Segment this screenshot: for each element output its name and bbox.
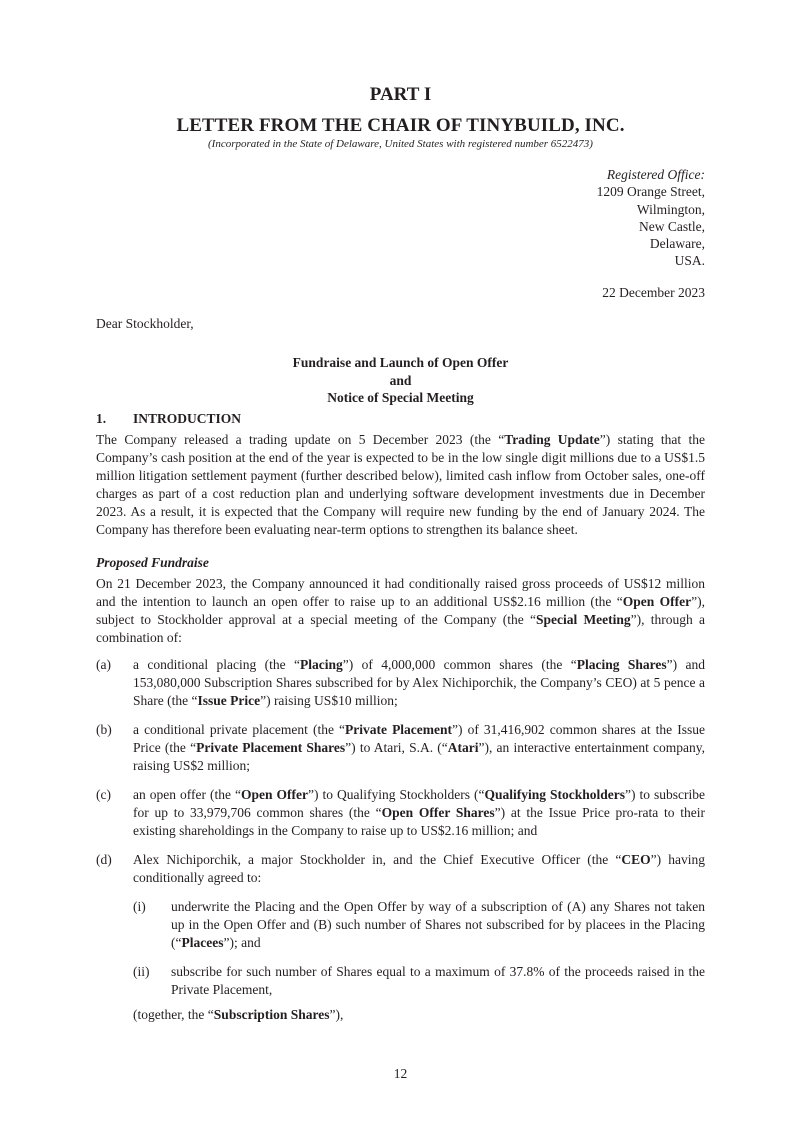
section-number: 1. <box>96 411 107 426</box>
defined-term: Qualifying Stockholders <box>484 787 625 802</box>
subject-line: Fundraise and Launch of Open Offer <box>292 355 509 370</box>
registered-office <box>597 166 705 270</box>
list-marker: (ii) <box>133 964 150 979</box>
section-title: INTRODUCTION <box>133 411 242 426</box>
text: ”); and <box>223 934 261 950</box>
text: ”) having conditionally agreed to: <box>133 852 705 885</box>
text: ”) of 31,416,902 common shares at the Issue Price (the “ <box>133 722 705 755</box>
introduction-paragraph <box>96 431 705 538</box>
defined-term: Open Offer Shares <box>381 804 495 820</box>
defined-term: CEO <box>621 852 651 867</box>
subject-line: and <box>389 372 412 388</box>
part-heading: PART I <box>369 84 432 105</box>
together-clause <box>133 1007 343 1023</box>
text: (together, the “ <box>133 1007 214 1022</box>
defined-term: Subscription Shares <box>213 1007 330 1022</box>
letter-date: 22 December 2023 <box>602 285 705 300</box>
address-line: 1209 Orange Street, <box>596 184 705 200</box>
defined-term: Open Offer <box>240 787 308 802</box>
address-line: New Castle, <box>639 218 705 234</box>
list-item-a <box>96 656 705 710</box>
text: ”) to subscribe for up to 33,979,706 common shares (the “ <box>133 787 705 820</box>
defined-term: Placees <box>181 934 224 950</box>
text: an open offer (the “ <box>133 787 241 802</box>
sub-item-i <box>133 898 705 952</box>
defined-term: Trading Update <box>504 432 600 447</box>
address-line: USA. <box>674 253 705 269</box>
list-item-c <box>96 786 705 840</box>
text: ”) raising US$10 million; <box>260 692 398 708</box>
text: Alex Nichiporchik, a major Stockholder in, and the Chief Executive Officer (the “ <box>133 852 622 867</box>
text: ”), <box>329 1007 344 1022</box>
address-line: Delaware, <box>649 236 705 252</box>
list-marker: (b) <box>96 722 112 737</box>
text: a conditional placing (the “ <box>133 657 300 672</box>
fundraise-paragraph <box>96 575 705 647</box>
list-marker: (a) <box>96 657 111 672</box>
defined-term: Private Placement Shares <box>196 739 346 755</box>
list-item-b <box>96 721 705 775</box>
defined-term: Open Offer <box>622 593 692 609</box>
list-marker: (c) <box>96 787 111 802</box>
defined-term: Special Meeting <box>535 611 631 627</box>
defined-term: Issue Price <box>197 692 261 708</box>
text: a conditional private placement (the “ <box>133 722 346 737</box>
subject-line: Notice of Special Meeting <box>327 390 474 405</box>
text: ”) to Atari, S.A. (“ <box>345 739 448 755</box>
text: subscribe for such number of Shares equal to a maximum of 37.8% of the proceeds raised in the Private Placement, <box>171 964 705 997</box>
letter-subject <box>96 354 705 407</box>
text: ”) of 4,000,000 common shares (the “ <box>342 657 577 672</box>
registered-office-label: Registered Office: <box>606 167 705 182</box>
text: ”), subject to Stockholder approval at a special meeting of the Company (the “ <box>96 593 705 627</box>
letter-title: LETTER FROM THE CHAIR OF TINYBUILD, INC. <box>176 115 625 136</box>
text: ”) to Qualifying Stockholders (“ <box>307 787 485 802</box>
text: ”), through a combination of: <box>96 611 705 645</box>
address-line: Wilmington, <box>636 201 705 217</box>
defined-term: Atari <box>447 739 479 755</box>
text: underwrite the Placing and the Open Offer by way of a subscription of (A) any Shares not taken up in the Open Offer and (B) such number of Shares not subscribed for by placees in the Placing (“ <box>171 899 705 950</box>
text: ”) at the Issue Price pro-rata to their existing shareholdings in the Company to raise up to US$2.16 million; and <box>133 804 705 838</box>
text: On 21 December 2023, the Company announced it had conditionally raised gross proceeds of US$12 million and the intention to launch an open offer to raise up to an additional US$2.16 million (the “ <box>96 576 705 609</box>
page-number: 12 <box>393 1066 408 1081</box>
section-heading <box>96 411 241 427</box>
defined-term: Placing Shares <box>576 657 667 672</box>
text: ”), an interactive entertainment company, raising US$2 million; <box>133 739 705 773</box>
list-marker: (i) <box>133 899 146 914</box>
text: The Company released a trading update on 5 December 2023 (the “ <box>96 432 505 447</box>
salutation: Dear Stockholder, <box>96 316 194 331</box>
text: ”) and 153,080,000 Subscription Shares subscribed for by Alex Nichiporchik, the Company’s CEO) at 5 pence a Share (the “ <box>133 657 705 708</box>
list-item-d <box>96 851 705 887</box>
list-marker: (d) <box>96 852 112 867</box>
text: ”) stating that the Company’s cash position at the end of the year is expected to be in the low single digit millions due to a US$1.5 million litigation settlement payment (further described below), limited cash inflow from October sales, one-off charges as part of a cost reduction plan and underlying software development investments due in December 2023. As a result, it is expected that the Company will require new funding by the end of January 2024. The Company has therefore been evaluating near-term options to strengthen its balance sheet. <box>96 432 705 537</box>
subheading-proposed-fundraise: Proposed Fundraise <box>96 555 209 570</box>
defined-term: Private Placement <box>345 722 453 737</box>
defined-term: Placing <box>299 657 343 672</box>
sub-item-ii <box>133 963 705 999</box>
incorporation-note: (Incorporated in the State of Delaware, United States with registered number 6522473) <box>208 138 593 150</box>
